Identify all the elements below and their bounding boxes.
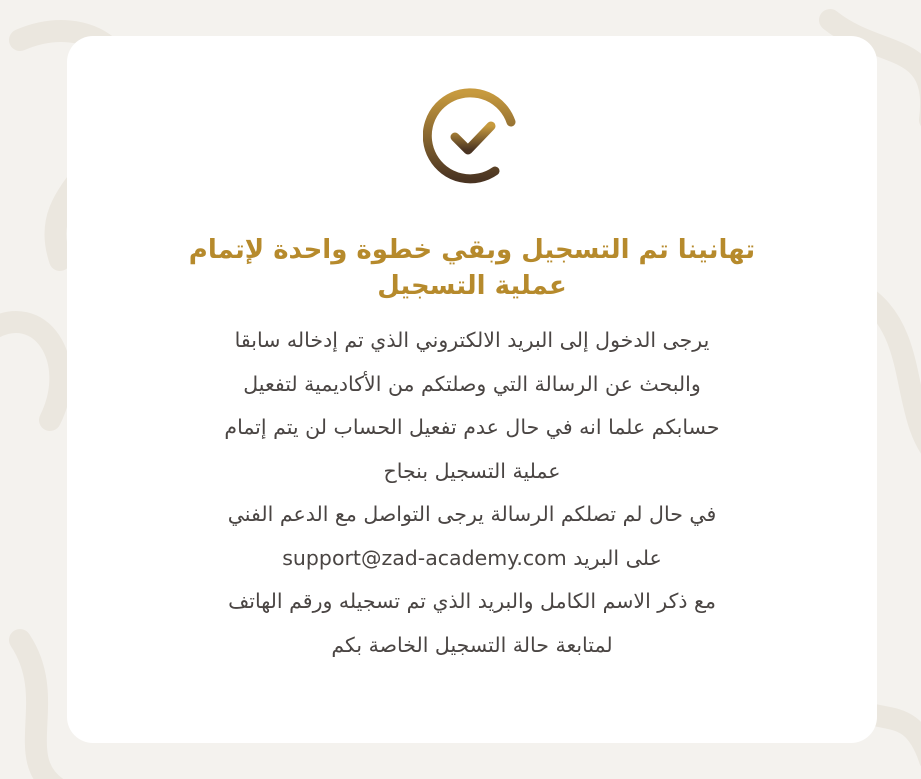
success-card	[67, 36, 877, 743]
email-prefix: على البريد	[573, 545, 662, 570]
support-email-link[interactable]: support@zad-academy.com	[282, 545, 567, 570]
support-email-line	[162, 537, 782, 581]
instruction-line: يرجى الدخول إلى البريد الالكتروني الذي تم إدخاله سابقا	[234, 328, 710, 352]
instructions-text	[162, 319, 782, 667]
title-line: عملية التسجيل	[377, 271, 567, 301]
instruction-line: لمتابعة حالة التسجيل الخاصة بكم	[331, 632, 613, 657]
instruction-line: مع ذكر الاسم الكامل والبريد الذي تم تسجيله ورقم الهاتف	[228, 589, 716, 613]
instruction-line: حسابكم علما انه في حال عدم تفعيل الحساب لن يتم إتمام	[224, 415, 720, 439]
instruction-line: في حال لم تصلكم الرسالة يرجى التواصل مع الدعم الفني	[227, 502, 717, 526]
instruction-line: والبحث عن الرسالة التي وصلتكم من الأكاديمية لتفعيل	[243, 371, 701, 396]
check-circle-icon	[423, 86, 523, 186]
success-title	[157, 232, 787, 304]
title-line: تهانينا تم التسجيل وبقي خطوة واحدة لإتمام	[188, 235, 756, 265]
instruction-line: عملية التسجيل بنجاح	[383, 458, 561, 483]
